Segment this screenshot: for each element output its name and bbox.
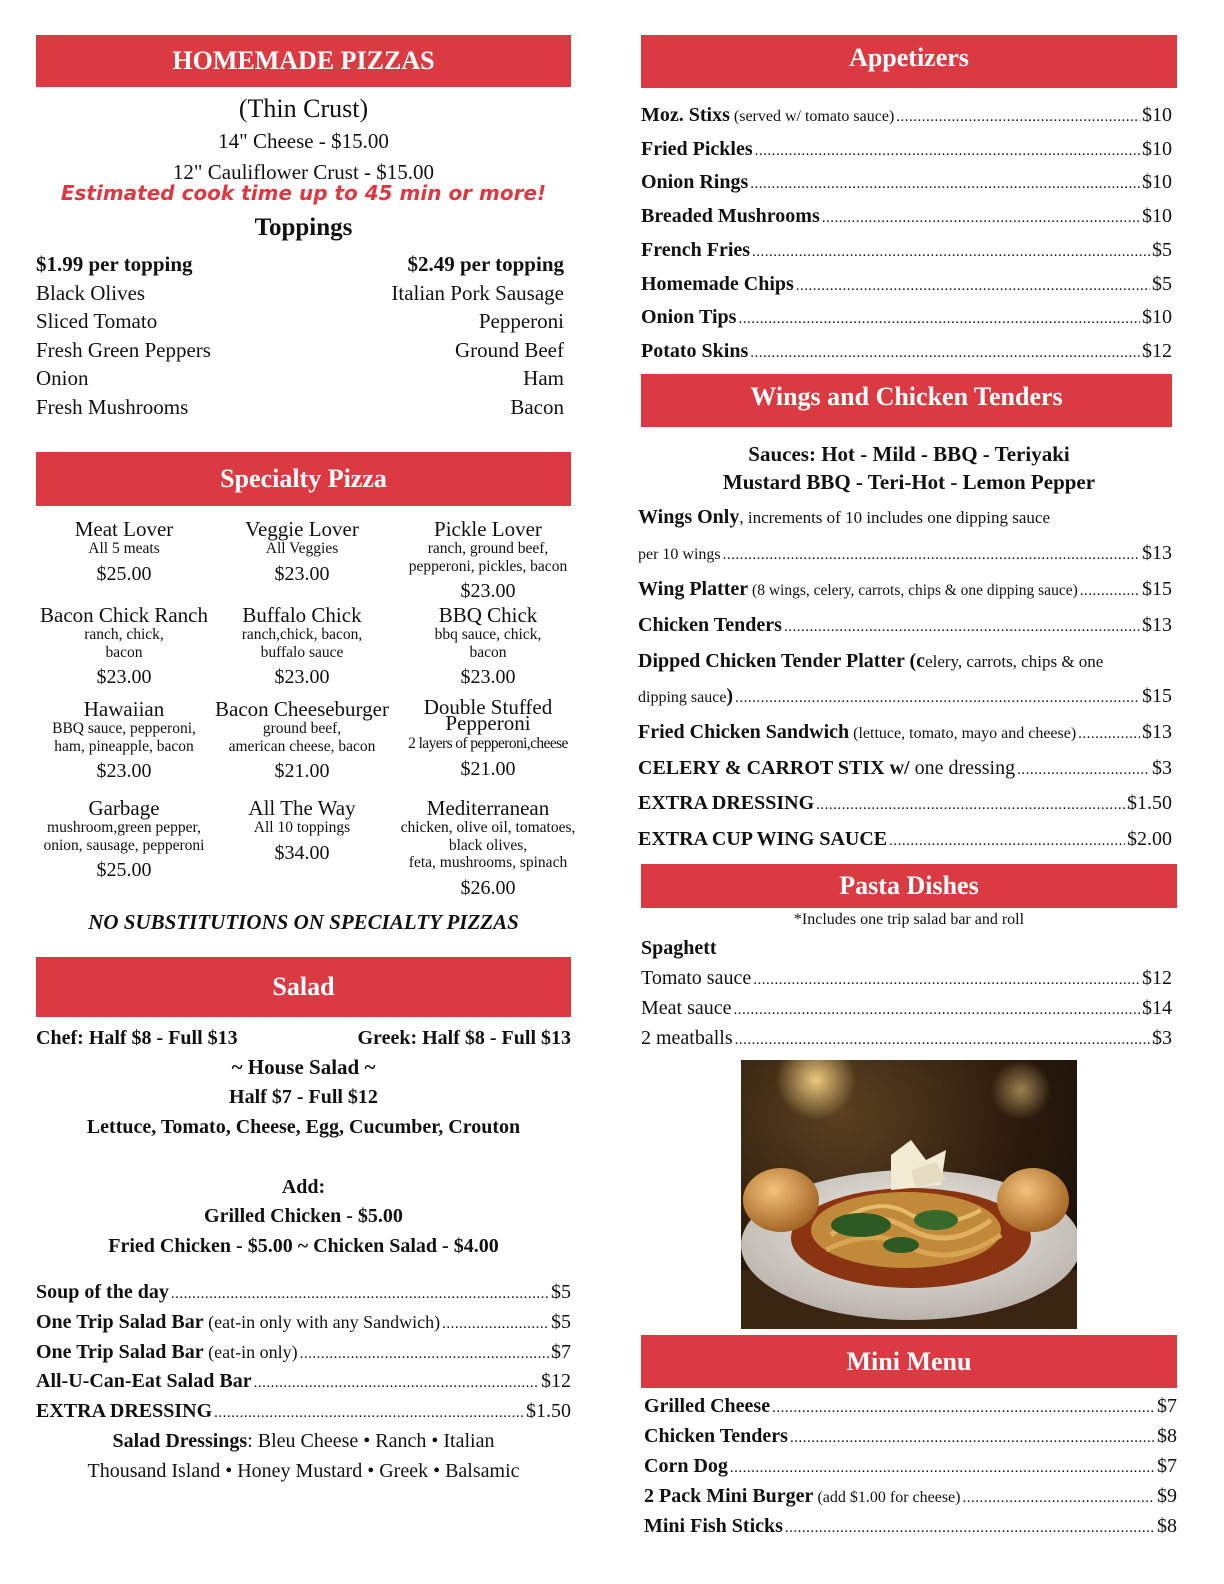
appetizers-banner bbox=[641, 35, 1177, 88]
toppings-col-1 bbox=[36, 250, 211, 421]
topping-item: Bacon bbox=[510, 394, 564, 419]
pizza-name: Bacon Chick Ranch bbox=[40, 603, 208, 627]
dotted-leader bbox=[735, 685, 1140, 708]
appetizers-title: Appetizers bbox=[849, 43, 969, 72]
pizza-description: ranch, chick, bbox=[84, 626, 164, 643]
pizza-price: $21.00 bbox=[460, 757, 516, 780]
item-price: $12 bbox=[1142, 967, 1172, 989]
dotted-leader bbox=[171, 1281, 549, 1304]
pizza-price: $23.00 bbox=[274, 562, 330, 585]
salad-title: Salad bbox=[272, 972, 335, 1001]
item-name: Moz. Stixs bbox=[641, 104, 730, 126]
item-note: (lettuce, tomato, mayo and cheese) bbox=[849, 725, 1077, 742]
item-name: EXTRA DRESSING bbox=[638, 792, 815, 814]
dotted-leader bbox=[735, 1027, 1150, 1050]
pizza-price: $25.00 bbox=[96, 859, 152, 881]
pizzas-banner bbox=[36, 35, 571, 87]
pizza-price: $23.00 bbox=[274, 666, 330, 688]
pizza-name: BBQ Chick bbox=[438, 603, 538, 627]
item-name: CELERY & CARROT STIX w/ bbox=[638, 757, 910, 779]
item-name: All-U-Can-Eat Salad Bar bbox=[36, 1370, 252, 1392]
pizza-description: pepperoni, pickles, bacon bbox=[408, 557, 568, 575]
item-name: 2 Pack Mini Burger bbox=[644, 1485, 814, 1507]
pasta-note: *Includes one trip salad bar and roll bbox=[793, 911, 1025, 928]
add-line-2: Fried Chicken - $5.00 ~ Chicken Salad - $4.00 bbox=[108, 1235, 499, 1257]
item-price: $3 bbox=[1152, 757, 1172, 779]
pizza-price: $21.00 bbox=[274, 760, 330, 782]
item-name: Corn Dog bbox=[644, 1455, 728, 1477]
dotted-leader bbox=[784, 614, 1140, 637]
specialty-pizza-card bbox=[393, 798, 583, 898]
mini-menu-row bbox=[644, 1485, 1177, 1508]
dipped-name: Dipped Chicken Tender Platter (c bbox=[638, 650, 926, 672]
pizza-name: All The Way bbox=[248, 796, 356, 820]
greek-salad: Greek: Half $8 - Full $13 bbox=[357, 1027, 571, 1049]
dressings-list-2: Thousand Island • Honey Mustard • Greek • Balsamic bbox=[87, 1460, 520, 1482]
dotted-leader bbox=[442, 1311, 549, 1334]
pizza-price: $25.00 bbox=[96, 562, 152, 585]
topping-item: Fresh Mushrooms bbox=[36, 394, 189, 419]
item-name: Meat sauce bbox=[641, 997, 732, 1019]
pizza-description: onion, sausage, pepperoni bbox=[43, 836, 205, 854]
specialty-pizza-card bbox=[207, 699, 397, 781]
specialty-pizza-card bbox=[393, 695, 583, 780]
topping-item: Sliced Tomato bbox=[36, 309, 158, 333]
item-price: $13 bbox=[1142, 542, 1172, 564]
spaghetti-plate-icon bbox=[741, 1060, 1077, 1329]
toppings-title: Toppings bbox=[254, 214, 353, 241]
mini-menu-row bbox=[644, 1425, 1177, 1448]
pizza-description: chicken, olive oil, tomatoes, bbox=[400, 819, 576, 836]
pizza-description: All 10 toppings bbox=[253, 819, 351, 836]
dotted-leader bbox=[734, 997, 1140, 1020]
item-name: Onion Rings bbox=[641, 171, 749, 194]
mini-title: Mini Menu bbox=[846, 1347, 972, 1376]
sauces-line-1: Sauces: Hot - Mild - BBQ - Teriyaki bbox=[748, 442, 1070, 466]
specialty-pizza-card bbox=[393, 605, 583, 687]
item-name: EXTRA DRESSING bbox=[36, 1400, 213, 1422]
item-price: $15 bbox=[1142, 578, 1172, 600]
salad-item-row bbox=[36, 1281, 571, 1304]
item-price: $8 bbox=[1157, 1425, 1177, 1447]
cauliflower-price: 12" Cauliflower Crust - $15.00 bbox=[172, 160, 435, 184]
item-name: Chicken Tenders bbox=[638, 614, 782, 636]
pizza-description: ham, pineapple, bacon bbox=[54, 737, 194, 755]
sauces-line-2: Mustard BBQ - Teri-Hot - Lemon Pepper bbox=[722, 470, 1096, 494]
dotted-leader bbox=[772, 1395, 1155, 1418]
appetizer-row bbox=[641, 340, 1172, 363]
toppings-col-2-header: $2.49 per topping bbox=[407, 252, 564, 276]
cook-time-warning: Estimated cook time up to 45 min or more! bbox=[60, 181, 547, 205]
item-note: (add $1.00 for cheese) bbox=[813, 1489, 961, 1506]
item-price: $7 bbox=[551, 1341, 571, 1363]
dotted-leader bbox=[822, 205, 1140, 228]
wings-item-row bbox=[638, 614, 1172, 637]
appetizer-row bbox=[641, 171, 1172, 194]
item-name: Grilled Cheese bbox=[644, 1395, 771, 1417]
item-price: $10 bbox=[1142, 205, 1172, 228]
pizza-description: bbq sauce, chick, bbox=[434, 626, 542, 643]
wings-only-desc: , increments of 10 includes one dipping sauce bbox=[739, 508, 1050, 527]
salad-item-row bbox=[36, 1370, 571, 1393]
crust-label: (Thin Crust) bbox=[238, 94, 369, 123]
dotted-leader bbox=[214, 1400, 524, 1423]
pizza-description: BBQ sauce, pepperoni, bbox=[52, 720, 196, 737]
item-name: Potato Skins bbox=[641, 339, 749, 362]
item-price: $5 bbox=[1152, 238, 1172, 261]
specialty-note: NO SUBSTITUTIONS ON SPECIALTY PIZZAS bbox=[88, 910, 519, 934]
add-title: Add: bbox=[281, 1176, 326, 1198]
pizza-price: $23.00 bbox=[96, 666, 152, 688]
dotted-leader bbox=[1078, 721, 1140, 744]
item-price: $9 bbox=[1157, 1485, 1177, 1507]
item-price: $3 bbox=[1152, 1027, 1172, 1049]
dotted-leader bbox=[1080, 578, 1140, 601]
dressings-label: Salad Dressings bbox=[112, 1430, 248, 1452]
topping-item: Ham bbox=[523, 366, 564, 390]
dotted-leader bbox=[750, 171, 1140, 194]
pasta-item-row bbox=[641, 1027, 1172, 1050]
specialty-pizza-card bbox=[207, 519, 397, 584]
dotted-leader bbox=[790, 1425, 1155, 1448]
mini-banner bbox=[641, 1335, 1177, 1388]
pizza-price: $23.00 bbox=[460, 666, 516, 688]
pizza-description: ground beef, bbox=[262, 720, 342, 737]
item-price: $10 bbox=[1142, 306, 1172, 329]
dotted-leader bbox=[796, 273, 1150, 296]
spaghetti-photo bbox=[741, 1060, 1077, 1329]
specialty-pizza-card bbox=[207, 605, 397, 687]
house-salad-title: ~ House Salad ~ bbox=[231, 1055, 376, 1079]
pizza-description: ranch, ground beef, bbox=[427, 540, 549, 557]
item-price: $13 bbox=[1142, 614, 1172, 636]
dotted-leader bbox=[816, 792, 1125, 815]
house-salad-items: Lettuce, Tomato, Cheese, Egg, Cucumber, Crouton bbox=[86, 1116, 521, 1138]
add-line-1: Grilled Chicken - $5.00 bbox=[204, 1205, 403, 1227]
dotted-leader bbox=[889, 828, 1125, 851]
topping-item: Black Olives bbox=[36, 280, 146, 305]
item-note: (eat-in only) bbox=[203, 1342, 298, 1362]
pizza-description: All Veggies bbox=[265, 540, 339, 557]
mini-menu-row bbox=[644, 1395, 1177, 1418]
item-name: Homemade Chips bbox=[641, 272, 794, 295]
wings-title: Wings and Chicken Tenders bbox=[750, 382, 1063, 411]
item-name: Soup of the day bbox=[36, 1281, 169, 1303]
item-name: One Trip Salad Bar bbox=[36, 1341, 204, 1363]
pizza-name: Meat Lover bbox=[74, 517, 174, 541]
dotted-leader bbox=[752, 239, 1150, 262]
dotted-leader bbox=[300, 1341, 549, 1364]
dotted-leader bbox=[962, 1485, 1155, 1508]
item-name: Chicken Tenders bbox=[644, 1425, 788, 1447]
item-name: Fried Chicken Sandwich bbox=[638, 721, 850, 743]
item-name: Wing Platter bbox=[638, 578, 749, 600]
wings-item-row bbox=[638, 828, 1172, 851]
dotted-leader bbox=[750, 340, 1140, 363]
item-name: EXTRA CUP WING SAUCE bbox=[638, 828, 888, 850]
wings-item-row bbox=[638, 721, 1172, 744]
specialty-pizza-card bbox=[29, 699, 219, 781]
wings-only-name: Wings Only bbox=[638, 506, 740, 528]
dotted-leader bbox=[1017, 757, 1150, 780]
item-name: Mini Fish Sticks bbox=[644, 1515, 783, 1537]
item-price: $7 bbox=[1157, 1455, 1177, 1477]
dressings-line-1 bbox=[36, 1430, 571, 1453]
pasta-title: Pasta Dishes bbox=[839, 871, 979, 900]
topping-item: Onion bbox=[36, 366, 89, 390]
pizza-name: Garbage bbox=[88, 796, 160, 820]
pizza-description: 2 layers of pepperoni,cheese bbox=[408, 735, 568, 752]
pizza-name: Pickle Lover bbox=[434, 517, 542, 541]
dipped-desc: elery, carrots, chips & one bbox=[925, 652, 1104, 671]
item-note: (served w/ tomato sauce) bbox=[729, 108, 895, 125]
salad-item-row bbox=[36, 1341, 571, 1364]
pizza-name: Veggie Lover bbox=[245, 517, 359, 541]
pizza-description: black olives, bbox=[448, 836, 528, 854]
specialty-pizza-card bbox=[29, 798, 219, 880]
topping-item: Italian Pork Sausage bbox=[391, 280, 564, 305]
item-note: one dressing bbox=[909, 757, 1016, 779]
pizza-description: bacon bbox=[105, 643, 143, 661]
item-price: $10 bbox=[1142, 104, 1172, 126]
pasta-banner bbox=[641, 864, 1177, 908]
item-name: per 10 wings bbox=[638, 546, 721, 563]
pizza-description: bacon bbox=[469, 643, 507, 661]
pizza-price: $23.00 bbox=[96, 760, 152, 782]
wings-item-row bbox=[638, 792, 1172, 815]
wings-banner bbox=[641, 374, 1172, 427]
item-note: (eat-in only with any Sandwich) bbox=[203, 1312, 441, 1332]
cheese-price: 14" Cheese - $15.00 bbox=[218, 129, 389, 153]
item-name: Onion Tips bbox=[641, 306, 737, 329]
item-price: $12 bbox=[541, 1370, 571, 1392]
dotted-leader bbox=[896, 104, 1140, 127]
pizza-name: Double Stuffed Pepperoni bbox=[423, 695, 553, 735]
item-name: Tomato sauce bbox=[641, 967, 752, 989]
specialty-pizza-card bbox=[393, 519, 583, 601]
wings-item-row bbox=[638, 757, 1172, 780]
item-price: $1.50 bbox=[1127, 792, 1172, 814]
item-price: $2.00 bbox=[1127, 828, 1172, 850]
item-price: $5 bbox=[551, 1311, 571, 1333]
salad-item-row bbox=[36, 1311, 571, 1334]
pasta-item-row bbox=[641, 997, 1172, 1020]
appetizer-row bbox=[641, 138, 1172, 161]
item-price: $12 bbox=[1142, 339, 1172, 362]
item-price: $13 bbox=[1142, 721, 1172, 743]
dotted-leader bbox=[723, 542, 1140, 565]
pizza-price: $34.00 bbox=[274, 841, 330, 864]
chef-salad: Chef: Half $8 - Full $13 bbox=[36, 1027, 238, 1049]
item-name: Fried Pickles bbox=[641, 137, 753, 160]
salad-item-row bbox=[36, 1400, 571, 1423]
item-price: $10 bbox=[1142, 137, 1172, 160]
pizza-description: ranch,chick, bacon, bbox=[241, 626, 363, 643]
pasta-item-row bbox=[641, 967, 1172, 990]
wings-item-row bbox=[638, 542, 1172, 565]
pizza-name: Buffalo Chick bbox=[242, 603, 362, 627]
wings-only-line bbox=[638, 506, 1050, 529]
item-note: (8 wings, celery, carrots, chips & one dipping sauce) bbox=[748, 582, 1078, 599]
item-name: French Fries bbox=[641, 238, 751, 261]
dipped-line bbox=[638, 650, 1103, 673]
item-price: $5 bbox=[1152, 272, 1172, 295]
appetizer-row bbox=[641, 306, 1172, 329]
wings-item-row bbox=[638, 685, 1172, 708]
pasta-subtitle: Spaghett bbox=[641, 937, 717, 959]
toppings-col-2 bbox=[391, 250, 564, 421]
dotted-leader bbox=[755, 138, 1140, 161]
item-price: $14 bbox=[1142, 997, 1172, 1019]
topping-item: Pepperoni bbox=[478, 309, 564, 333]
pizza-description: buffalo sauce bbox=[260, 643, 344, 661]
dotted-leader bbox=[785, 1515, 1155, 1538]
mini-menu-row bbox=[644, 1455, 1177, 1478]
item-price: $15 bbox=[1142, 685, 1172, 707]
item-price: $7 bbox=[1157, 1395, 1177, 1417]
mini-menu-row bbox=[644, 1515, 1177, 1538]
appetizer-row bbox=[641, 273, 1172, 296]
appetizer-row bbox=[641, 205, 1172, 228]
specialty-banner bbox=[36, 452, 571, 506]
item-name: dipping sauce bbox=[638, 689, 727, 706]
appetizer-row bbox=[641, 239, 1172, 262]
specialty-pizza-card bbox=[207, 798, 397, 863]
item-price: $1.50 bbox=[526, 1400, 571, 1422]
pizzas-title: HOMEMADE PIZZAS bbox=[172, 46, 435, 75]
salad-banner bbox=[36, 957, 571, 1017]
toppings-col-1-header: $1.99 per topping bbox=[36, 252, 193, 276]
wings-item-row bbox=[638, 578, 1172, 601]
specialty-pizza-card bbox=[29, 519, 219, 584]
item-name: Breaded Mushrooms bbox=[641, 205, 820, 228]
pizza-price: $23.00 bbox=[460, 580, 516, 602]
topping-item: Ground Beef bbox=[454, 337, 564, 362]
specialty-title: Specialty Pizza bbox=[220, 464, 387, 493]
pizza-description: mushroom,green pepper, bbox=[47, 819, 201, 836]
item-name: 2 meatballs bbox=[641, 1027, 733, 1049]
item-price: $5 bbox=[551, 1281, 571, 1303]
pizza-description: feta, mushrooms, spinach bbox=[408, 854, 568, 871]
dotted-leader bbox=[730, 1455, 1155, 1478]
dotted-leader bbox=[753, 967, 1140, 990]
house-salad-price: Half $7 - Full $12 bbox=[229, 1086, 378, 1108]
pizza-name: Bacon Cheeseburger bbox=[215, 697, 389, 721]
item-note: ) bbox=[726, 685, 734, 707]
pizza-description: All 5 meats bbox=[88, 540, 160, 557]
item-price: $10 bbox=[1142, 171, 1172, 194]
dressings-list-1: : Bleu Cheese • Ranch • Italian bbox=[247, 1430, 495, 1452]
pizza-name: Hawaiian bbox=[83, 697, 165, 721]
pizza-description: american cheese, bacon bbox=[228, 737, 376, 755]
pizza-name: Mediterranean bbox=[426, 796, 550, 820]
topping-item: Fresh Green Peppers bbox=[36, 337, 211, 362]
dotted-leader bbox=[738, 306, 1140, 329]
appetizer-row bbox=[641, 104, 1172, 127]
pizza-price: $26.00 bbox=[460, 876, 516, 899]
specialty-pizza-card bbox=[29, 605, 219, 687]
item-name: One Trip Salad Bar bbox=[36, 1311, 204, 1333]
item-price: $8 bbox=[1157, 1515, 1177, 1537]
dotted-leader bbox=[254, 1370, 539, 1393]
